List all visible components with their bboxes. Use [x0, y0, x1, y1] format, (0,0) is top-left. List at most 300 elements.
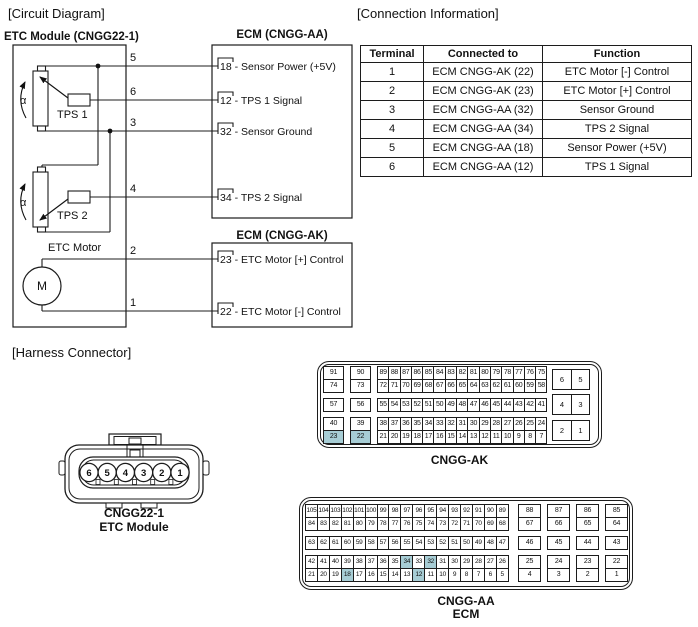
- pin-cell-100: 100: [366, 505, 378, 518]
- pin-cell-36: 36: [378, 556, 390, 569]
- table-cell: ECM CNGG-AA (32): [424, 101, 543, 120]
- table-cell: ETC Motor [-] Control: [543, 63, 692, 82]
- table-cell: Sensor Ground: [543, 101, 692, 120]
- wire-number: 5: [130, 52, 137, 64]
- cngg-aa-name: CNGG-AA: [437, 594, 495, 608]
- pin-cell-82: 82: [330, 518, 342, 531]
- pin-grid: [377, 398, 547, 412]
- pin-cell-84: 84: [306, 518, 318, 531]
- pin-cell-14: 14: [457, 431, 468, 444]
- circuit-diagram-section-label: [Circuit Diagram]: [8, 6, 105, 21]
- table-cell: 6: [361, 158, 424, 177]
- pin-box: [547, 504, 570, 531]
- cngg-aa-sublabel: ECM: [452, 607, 480, 621]
- pin-cell-29: 29: [461, 556, 473, 569]
- pin-cell-70: 70: [473, 518, 485, 531]
- pin-cell-83: 83: [446, 367, 457, 380]
- pin-cell-40: 40: [324, 418, 344, 431]
- pin-cell-3: 3: [572, 395, 591, 415]
- pin-cell-34: 34: [401, 556, 413, 569]
- pin-grid: [377, 366, 547, 393]
- pin-cell-52: 52: [437, 537, 449, 550]
- pin-cell-85: 85: [423, 367, 434, 380]
- pin-cell-81: 81: [468, 367, 479, 380]
- pin-cell-1: 1: [606, 569, 628, 582]
- pin-cell-45: 45: [491, 399, 502, 412]
- junction-dot: [96, 64, 101, 69]
- connector-cngg-aa-grid: [302, 500, 630, 587]
- pin-cell-51: 51: [423, 399, 434, 412]
- pin-cell-32: 32: [425, 556, 437, 569]
- tps1-potentiometer: [33, 66, 48, 131]
- table-header-row: [361, 46, 692, 63]
- table-cell: ECM CNGG-AA (12): [424, 158, 543, 177]
- pin-cell-54: 54: [413, 537, 425, 550]
- pin-cell-70: 70: [401, 380, 412, 393]
- pin-cell-90: 90: [485, 505, 497, 518]
- pin-cell-62: 62: [318, 537, 330, 550]
- pin-cell-41: 41: [318, 556, 330, 569]
- pin-cell-56: 56: [351, 399, 371, 412]
- table-cell: 3: [361, 101, 424, 120]
- pin-cell-37: 37: [389, 418, 400, 431]
- pin-cell-59: 59: [525, 380, 536, 393]
- side-pin-box: [552, 420, 590, 441]
- pin-cell-44: 44: [577, 537, 599, 550]
- wire-number: 6: [130, 86, 137, 98]
- pin-cell-27: 27: [485, 556, 497, 569]
- table-row: [361, 63, 692, 82]
- pin-cell-20: 20: [389, 431, 400, 444]
- pin-cell-9: 9: [449, 569, 461, 582]
- pin-cell-75: 75: [536, 367, 547, 380]
- pin-cell-72: 72: [378, 380, 389, 393]
- connector-row-group: [323, 398, 590, 411]
- pin-cell-82: 82: [457, 367, 468, 380]
- pin-cell-91: 91: [324, 367, 344, 380]
- connector-row-group: [305, 555, 628, 581]
- connector-row-group: [323, 417, 590, 443]
- wire-number: 2: [130, 245, 137, 257]
- pin-cell-88: 88: [389, 367, 400, 380]
- alpha-symbol: α: [20, 95, 27, 107]
- pin-cell-57: 57: [324, 399, 344, 412]
- pin-box: [576, 536, 599, 550]
- connection-table: [360, 45, 692, 177]
- pin-cell-18: 18: [412, 431, 423, 444]
- pin-cell-38: 38: [378, 418, 389, 431]
- pin-number: 4: [122, 468, 129, 479]
- pin-cell-95: 95: [425, 505, 437, 518]
- connection-information-section-label: [Connection Information]: [357, 6, 499, 21]
- pin-cell-43: 43: [606, 537, 628, 550]
- pin-cell-27: 27: [502, 418, 513, 431]
- pin-cell-48: 48: [485, 537, 497, 550]
- side-pin-box: [552, 394, 590, 415]
- pin-cell-40: 40: [330, 556, 342, 569]
- pin-cell-60: 60: [514, 380, 525, 393]
- pin-box: [518, 555, 541, 582]
- pin-cell-15: 15: [446, 431, 457, 444]
- pin-cell-79: 79: [491, 367, 502, 380]
- pin-cell-74: 74: [324, 380, 344, 393]
- table-cell: TPS 2 Signal: [543, 120, 692, 139]
- pin-number: 6: [86, 468, 92, 479]
- pin-cell-86: 86: [577, 505, 599, 518]
- table-row: [361, 120, 692, 139]
- pin-cell-9: 9: [514, 431, 525, 444]
- pin-cell-13: 13: [401, 569, 413, 582]
- table-row: [361, 139, 692, 158]
- pin-cell-12: 12: [480, 431, 491, 444]
- pin-cell-8: 8: [525, 431, 536, 444]
- pin-cell-6: 6: [553, 370, 572, 390]
- pin-cell-5: 5: [572, 370, 591, 390]
- pin-cell-67: 67: [434, 380, 445, 393]
- table-cell: ECM CNGG-AA (18): [424, 139, 543, 158]
- pin-cell-35: 35: [412, 418, 423, 431]
- pin-cell-15: 15: [378, 569, 390, 582]
- etc-motor-label: ETC Motor: [48, 242, 102, 254]
- pin-cell-79: 79: [366, 518, 378, 531]
- pin-cell-71: 71: [461, 518, 473, 531]
- pin-cell-23: 23: [324, 431, 344, 444]
- pin-cell-73: 73: [437, 518, 449, 531]
- pin-cell-39: 39: [342, 556, 354, 569]
- motor-symbol: M: [37, 279, 47, 293]
- pin-cell-47: 47: [468, 399, 479, 412]
- pin-number: 3: [140, 468, 147, 479]
- ecm-cngg-aa-title: ECM (CNGG-AA): [236, 29, 328, 41]
- pin-cell-74: 74: [425, 518, 437, 531]
- pin-cell-37: 37: [366, 556, 378, 569]
- pin-cell-29: 29: [480, 418, 491, 431]
- pin-cell-5: 5: [497, 569, 509, 582]
- pin-cell-90: 90: [351, 367, 371, 380]
- pin-cell-68: 68: [497, 518, 509, 531]
- pin-cell-7: 7: [536, 431, 547, 444]
- pin-cell-7: 7: [473, 569, 485, 582]
- pin-cell-99: 99: [378, 505, 390, 518]
- wire-number: 1: [130, 297, 137, 309]
- table-cell: ECM CNGG-AK (22): [424, 63, 543, 82]
- right-pin-boxes: [518, 536, 628, 550]
- pin-box: [605, 536, 628, 550]
- pin-box: [323, 366, 344, 393]
- pin-cell-30: 30: [468, 418, 479, 431]
- pin-cell-61: 61: [502, 380, 513, 393]
- pin-box: [547, 536, 570, 550]
- harness-connector-section-label: [Harness Connector]: [12, 345, 132, 360]
- pin-cell-25: 25: [519, 556, 541, 569]
- pin-cell-94: 94: [437, 505, 449, 518]
- pin-cell-16: 16: [434, 431, 445, 444]
- pin-cell-52: 52: [412, 399, 423, 412]
- pin-cell-77: 77: [389, 518, 401, 531]
- pin-cell-69: 69: [485, 518, 497, 531]
- pin-cell-38: 38: [354, 556, 366, 569]
- alpha-symbol: α: [20, 197, 27, 209]
- pin-cell-58: 58: [366, 537, 378, 550]
- pin-cell-2: 2: [553, 421, 572, 441]
- pin-cell-87: 87: [548, 505, 570, 518]
- pin-cell-98: 98: [389, 505, 401, 518]
- pin-cell-101: 101: [354, 505, 366, 518]
- connector-cngg-ak-grid: [320, 364, 599, 445]
- pin-cell-8: 8: [461, 569, 473, 582]
- pin-box: [518, 536, 541, 550]
- wire-number: 3: [130, 117, 137, 129]
- table-cell: ETC Motor [+] Control: [543, 82, 692, 101]
- pin-grid: [305, 536, 509, 550]
- pin-cell-60: 60: [342, 537, 354, 550]
- pin-label: 23 - ETC Motor [+] Control: [220, 254, 344, 266]
- pin-number: 1: [177, 468, 183, 479]
- table-row: [361, 82, 692, 101]
- pin-box: [576, 504, 599, 531]
- pin-cell-55: 55: [401, 537, 413, 550]
- connector-cngg-ak: [317, 361, 602, 448]
- pin-cell-17: 17: [354, 569, 366, 582]
- pin-box: [547, 555, 570, 582]
- pin-cell-21: 21: [378, 431, 389, 444]
- pin-cell-78: 78: [502, 367, 513, 380]
- pin-grid: [305, 555, 509, 582]
- pin-cell-88: 88: [519, 505, 541, 518]
- tps2-box: [68, 191, 90, 203]
- pin-cell-66: 66: [548, 518, 570, 531]
- pin-cell-22: 22: [606, 556, 628, 569]
- pin-cell-55: 55: [378, 399, 389, 412]
- right-pin-boxes: [518, 555, 628, 582]
- column-header-function: Function: [543, 46, 692, 63]
- pin-cell-50: 50: [434, 399, 445, 412]
- pin-cell-32: 32: [446, 418, 457, 431]
- pin-cell-68: 68: [423, 380, 434, 393]
- pin-cell-53: 53: [401, 399, 412, 412]
- cngg-ak-label: CNGG-AK: [430, 453, 489, 467]
- pin-cell-42: 42: [306, 556, 318, 569]
- pin-cell-84: 84: [434, 367, 445, 380]
- pin-cell-41: 41: [536, 399, 547, 412]
- pin-cell-76: 76: [525, 367, 536, 380]
- table-cell: 1: [361, 63, 424, 82]
- pin-cell-28: 28: [473, 556, 485, 569]
- table-cell: 4: [361, 120, 424, 139]
- pin-cell-20: 20: [318, 569, 330, 582]
- pin-cell-80: 80: [480, 367, 491, 380]
- etc-connector-name: CNGG22-1: [103, 506, 165, 520]
- pin-cell-33: 33: [413, 556, 425, 569]
- pin-cell-48: 48: [457, 399, 468, 412]
- pin-cell-96: 96: [413, 505, 425, 518]
- tps1-label: TPS 1: [57, 109, 88, 121]
- pin-cell-89: 89: [378, 367, 389, 380]
- ecm-cngg-ak-title: ECM (CNGG-AK): [236, 230, 328, 242]
- pin-box: [350, 366, 371, 393]
- pin-box: [323, 398, 344, 412]
- pin-cell-65: 65: [577, 518, 599, 531]
- pin-box: [576, 555, 599, 582]
- side-pin-box: [552, 369, 590, 390]
- pin-cell-31: 31: [437, 556, 449, 569]
- pin-cell-66: 66: [446, 380, 457, 393]
- pin-cell-67: 67: [519, 518, 541, 531]
- pin-cell-36: 36: [401, 418, 412, 431]
- right-pin-boxes: [518, 504, 628, 531]
- pin-cell-10: 10: [502, 431, 513, 444]
- pin-cell-77: 77: [514, 367, 525, 380]
- pin-cell-75: 75: [413, 518, 425, 531]
- pin-cell-10: 10: [437, 569, 449, 582]
- cngg-aa-label: [299, 595, 633, 621]
- pin-cell-24: 24: [536, 418, 547, 431]
- pin-cell-35: 35: [389, 556, 401, 569]
- pin-cell-54: 54: [389, 399, 400, 412]
- pin-cell-3: 3: [548, 569, 570, 582]
- pin-cell-30: 30: [449, 556, 461, 569]
- table-row: [361, 158, 692, 177]
- pin-cell-73: 73: [351, 380, 371, 393]
- pin-cell-62: 62: [491, 380, 502, 393]
- pin-cell-71: 71: [389, 380, 400, 393]
- pin-cell-57: 57: [378, 537, 390, 550]
- pin-label: 32 - Sensor Ground: [220, 126, 313, 138]
- pin-cell-18: 18: [342, 569, 354, 582]
- pin-cell-28: 28: [491, 418, 502, 431]
- pin-cell-61: 61: [330, 537, 342, 550]
- etc-module-title: ETC Module (CNGG22-1): [4, 31, 139, 43]
- pin-cell-24: 24: [548, 556, 570, 569]
- pin-cell-17: 17: [423, 431, 434, 444]
- pin-cell-11: 11: [491, 431, 502, 444]
- pin-cell-26: 26: [497, 556, 509, 569]
- pin-number: 2: [159, 468, 165, 479]
- wire-number: 4: [130, 183, 137, 195]
- pin-cell-2: 2: [577, 569, 599, 582]
- pin-cell-6: 6: [485, 569, 497, 582]
- etc-connector-label: [54, 506, 214, 534]
- pin-cell-59: 59: [354, 537, 366, 550]
- pin-cell-91: 91: [473, 505, 485, 518]
- pin-box: [605, 555, 628, 582]
- pin-label: 12 - TPS 1 Signal: [220, 95, 303, 107]
- pin-cell-69: 69: [412, 380, 423, 393]
- pin-box: [350, 417, 371, 444]
- etc-connector-sublabel: ETC Module: [99, 520, 169, 534]
- pin-cell-25: 25: [525, 418, 536, 431]
- pin-box: [518, 504, 541, 531]
- table-cell: Sensor Power (+5V): [543, 139, 692, 158]
- pin-box: [323, 417, 344, 444]
- pin-cell-51: 51: [449, 537, 461, 550]
- pin-cell-19: 19: [401, 431, 412, 444]
- pin-label: 18 - Sensor Power (+5V): [220, 61, 336, 73]
- pin-cell-81: 81: [342, 518, 354, 531]
- pin-cell-63: 63: [480, 380, 491, 393]
- pin-cell-103: 103: [330, 505, 342, 518]
- column-header-connected-to: Connected to: [424, 46, 543, 63]
- pin-cell-65: 65: [457, 380, 468, 393]
- pin-cell-83: 83: [318, 518, 330, 531]
- pin-cell-49: 49: [473, 537, 485, 550]
- pin-cell-45: 45: [548, 537, 570, 550]
- pin-cell-21: 21: [306, 569, 318, 582]
- connector-row-group: [305, 504, 628, 530]
- pin-cell-34: 34: [423, 418, 434, 431]
- pin-number: 5: [104, 468, 110, 479]
- pin-cell-105: 105: [306, 505, 318, 518]
- pin-cell-44: 44: [502, 399, 513, 412]
- pin-cell-11: 11: [425, 569, 437, 582]
- pin-cell-22: 22: [351, 431, 371, 444]
- pin-cell-53: 53: [425, 537, 437, 550]
- table-cell: ECM CNGG-AA (34): [424, 120, 543, 139]
- connection-table-body: [361, 63, 692, 177]
- table-cell: 5: [361, 139, 424, 158]
- pin-cell-104: 104: [318, 505, 330, 518]
- connector-row-group: [305, 536, 628, 549]
- pin-cell-92: 92: [461, 505, 473, 518]
- pin-cell-1: 1: [572, 421, 591, 441]
- pin-cell-80: 80: [354, 518, 366, 531]
- tps2-potentiometer: [33, 167, 48, 232]
- pin-cell-12: 12: [413, 569, 425, 582]
- pin-cell-49: 49: [446, 399, 457, 412]
- table-row: [361, 101, 692, 120]
- pin-label: 22 - ETC Motor [-] Control: [220, 306, 341, 318]
- pin-cell-43: 43: [514, 399, 525, 412]
- pin-cell-63: 63: [306, 537, 318, 550]
- pin-cell-50: 50: [461, 537, 473, 550]
- pin-cell-42: 42: [525, 399, 536, 412]
- tps1-box: [68, 94, 90, 106]
- connector-row-group: [323, 366, 590, 392]
- pin-cell-76: 76: [401, 518, 413, 531]
- pin-cell-78: 78: [378, 518, 390, 531]
- pin-cell-64: 64: [468, 380, 479, 393]
- pin-box: [350, 398, 371, 412]
- table-cell: TPS 1 Signal: [543, 158, 692, 177]
- pin-cell-64: 64: [606, 518, 628, 531]
- pin-cell-97: 97: [401, 505, 413, 518]
- pin-cell-58: 58: [536, 380, 547, 393]
- pin-cell-4: 4: [519, 569, 541, 582]
- pin-cell-31: 31: [457, 418, 468, 431]
- pin-cell-23: 23: [577, 556, 599, 569]
- pin-cell-14: 14: [389, 569, 401, 582]
- pin-cell-4: 4: [553, 395, 572, 415]
- junction-dot: [108, 129, 113, 134]
- pin-cell-102: 102: [342, 505, 354, 518]
- connector-cngg-aa: [299, 497, 633, 590]
- pin-cell-16: 16: [366, 569, 378, 582]
- pin-cell-93: 93: [449, 505, 461, 518]
- pin-label: 34 - TPS 2 Signal: [220, 192, 303, 204]
- pin-cell-87: 87: [401, 367, 412, 380]
- pin-cell-19: 19: [330, 569, 342, 582]
- pin-cell-46: 46: [519, 537, 541, 550]
- pin-cell-47: 47: [497, 537, 509, 550]
- pin-cell-86: 86: [412, 367, 423, 380]
- pin-cell-13: 13: [468, 431, 479, 444]
- table-cell: 2: [361, 82, 424, 101]
- pin-cell-46: 46: [480, 399, 491, 412]
- pin-cell-26: 26: [514, 418, 525, 431]
- pin-cell-85: 85: [606, 505, 628, 518]
- pin-grid: [305, 504, 509, 531]
- pin-cell-33: 33: [434, 418, 445, 431]
